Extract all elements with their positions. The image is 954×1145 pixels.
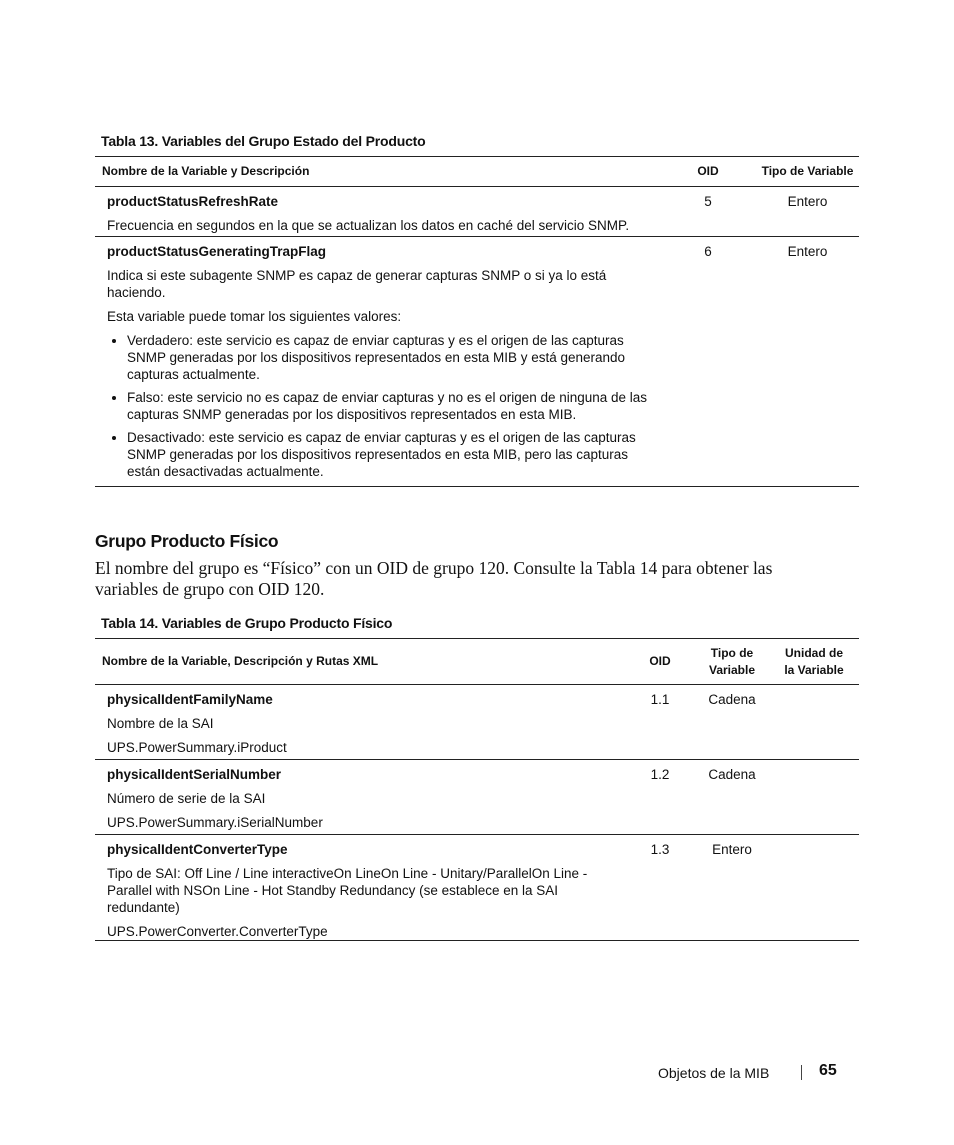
- type-cell: [695, 835, 769, 941]
- unit-cell: [769, 760, 859, 835]
- oid-value: 1.3: [650, 842, 670, 857]
- table-row: [95, 237, 859, 487]
- table13: [95, 156, 859, 487]
- table-row: [95, 187, 859, 237]
- unit-cell: [769, 835, 859, 941]
- variable-name: physicalIdentSerialNumber: [107, 767, 282, 782]
- oid-value: 5: [704, 194, 712, 209]
- variable-description: Número de serie de la SAI: [107, 791, 266, 806]
- variable-cell: [95, 685, 625, 760]
- type-cell: [756, 237, 859, 487]
- type-cell: [756, 187, 859, 237]
- type-cell: [695, 760, 769, 835]
- variable-cell: [95, 187, 660, 237]
- table14-header-oid: OID: [625, 639, 695, 685]
- oid-cell: [625, 760, 695, 835]
- oid-cell: [660, 237, 756, 487]
- variable-description: Nombre de la SAI: [107, 716, 214, 731]
- variable-description: Indica si este subagente SNMP es capaz de generar capturas SNMP o si ya lo está haciendo.: [107, 268, 607, 300]
- xml-path: UPS.PowerSummary.iProduct: [107, 740, 287, 755]
- variable-description: Frecuencia en segundos en la que se actualizan los datos en caché del servicio SNMP.: [107, 218, 630, 233]
- oid-value: 6: [704, 244, 712, 259]
- section-heading: Grupo Producto Físico: [95, 531, 279, 551]
- oid-cell: [625, 685, 695, 760]
- table-row: [95, 760, 859, 835]
- footer-divider: [801, 1065, 802, 1080]
- oid-value: 1.1: [650, 692, 670, 707]
- header-line: Tipo de: [710, 645, 754, 660]
- variable-description: Tipo de SAI: Off Line / Line interactiveOn LineOn Line - Unitary/ParallelOn Line - Parallel with NSOn Line - Hot Standby Redundancy (se establece en la SAI redundante): [107, 866, 588, 915]
- oid-cell: [660, 187, 756, 237]
- xml-path: UPS.PowerConverter.ConverterType: [107, 924, 328, 939]
- table14-header-type: [695, 639, 769, 685]
- variable-cell: [95, 835, 625, 941]
- table14-header-row: [95, 639, 859, 685]
- list-item: • Falso: este servicio no es capaz de enviar capturas y no es el origen de ninguna de las capturas SNMP generadas por los dispositivos representados en esta MIB.: [127, 389, 650, 423]
- table-row: [95, 835, 859, 941]
- section-intro: El nombre del grupo es “Físico” con un OID de grupo 120. Consulte la Tabla 14 para obtener las variables de grupo con OID 120.: [95, 558, 773, 599]
- oid-cell: [625, 835, 695, 941]
- page-number: 65: [819, 1062, 837, 1079]
- table13-header-oid: OID: [660, 157, 756, 187]
- list-item: • Verdadero: este servicio es capaz de enviar capturas y es el origen de las capturas SNMP generadas por los dispositivos representados en esta MIB y está generando capturas actualmente.: [127, 332, 650, 383]
- table14: [95, 638, 859, 941]
- variable-name: productStatusGeneratingTrapFlag: [107, 244, 327, 259]
- table-row: [95, 685, 859, 760]
- oid-value: 1.2: [650, 767, 670, 782]
- list-item: • Desactivado: este servicio es capaz de enviar capturas y es el origen de las capturas SNMP generadas por los dispositivos representados en esta MIB, pero las capturas están desactivadas actualmente.: [127, 429, 650, 480]
- variable-cell: [95, 237, 660, 487]
- table14-header-unit: [769, 639, 859, 685]
- table13-header-name: Nombre de la Variable y Descripción: [95, 157, 660, 187]
- header-line: Unidad de: [784, 645, 843, 660]
- variable-name: physicalIdentConverterType: [107, 842, 288, 857]
- values-list: [107, 332, 650, 480]
- type-value: Entero: [712, 842, 752, 857]
- unit-cell: [769, 685, 859, 760]
- variable-cell: [95, 760, 625, 835]
- variable-name: physicalIdentFamilyName: [107, 692, 273, 707]
- values-intro: Esta variable puede tomar los siguientes valores:: [107, 309, 402, 324]
- header-line: Variable: [708, 662, 756, 677]
- table13-header-row: [95, 157, 859, 187]
- table14-caption: Tabla 14. Variables de Grupo Producto Físico: [101, 615, 393, 631]
- type-value: Cadena: [708, 767, 756, 782]
- variable-name: productStatusRefreshRate: [107, 194, 279, 209]
- xml-path: UPS.PowerSummary.iSerialNumber: [107, 815, 323, 830]
- table13-header-type: Tipo de Variable: [756, 157, 859, 187]
- header-line: la Variable: [784, 662, 844, 677]
- type-value: Entero: [787, 194, 828, 209]
- type-value: Cadena: [708, 692, 756, 707]
- table13-caption: Tabla 13. Variables del Grupo Estado del Producto: [101, 133, 426, 149]
- footer-section-title: Objetos de la MIB: [658, 1065, 770, 1081]
- type-cell: [695, 685, 769, 760]
- table14-header-name: Nombre de la Variable, Descripción y Rutas XML: [95, 639, 625, 685]
- type-value: Entero: [787, 244, 828, 259]
